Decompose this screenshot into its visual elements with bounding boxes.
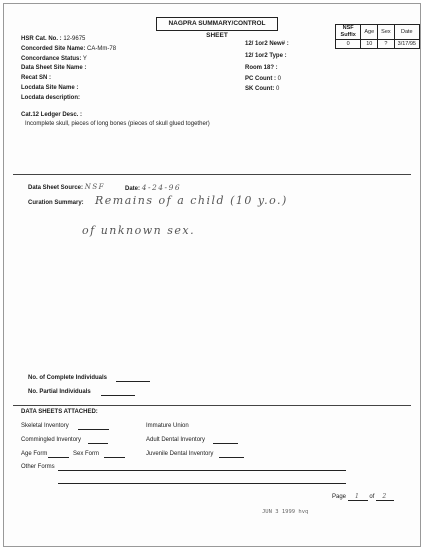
age-form-label: Age Form <box>21 451 48 457</box>
immature-union-label: Immature Union <box>146 423 189 429</box>
sk-count-value: 0 <box>276 86 280 92</box>
sex-form-label: Sex Form <box>73 451 100 457</box>
data-sheet-site-name-field <box>21 65 86 72</box>
nsf-header-date: Date <box>394 25 419 40</box>
concordance-status-field <box>21 56 87 63</box>
other-forms-blank-2 <box>58 483 346 484</box>
nsf-header-suffix: NSF Suffix <box>336 25 361 40</box>
ledger-label: Cat.12 Ledger Desc. : <box>21 112 83 118</box>
date-label: Date: <box>125 186 141 192</box>
nsf-table <box>335 24 420 49</box>
recat-sn-label: Recat SN : <box>21 75 52 81</box>
locdata-description-label: Locdata description: <box>21 95 81 101</box>
concordance-status-value: Y <box>82 56 87 62</box>
pc-count-field <box>245 76 281 83</box>
locdata-site-name-field <box>21 85 78 92</box>
locdata-site-name-label: Locdata Site Name : <box>21 85 79 91</box>
nsf-value-date: 3/17/95 <box>394 40 419 49</box>
skeletal-inventory-blank <box>78 429 109 430</box>
curation-summary-line-1: Remains of a child (10 y.o.) <box>95 194 288 207</box>
room-field <box>245 65 278 72</box>
page-total: 2 <box>376 493 394 501</box>
attached-divider <box>13 405 411 406</box>
data-sheet-source-value: NSF <box>84 183 105 191</box>
concorded-site-name-value: CA-Mm-78 <box>87 46 117 52</box>
pc-count-value: 0 <box>277 76 282 82</box>
juvenile-dental-inventory-blank <box>219 457 244 458</box>
juvenile-dental-inventory-label: Juvenile Dental Inventory <box>146 451 214 457</box>
nsf-value-suffix: 0 <box>336 40 361 49</box>
nsf-value-sex: ? <box>378 40 394 49</box>
partial-individuals-label: No. Partial Individuals <box>28 389 91 395</box>
complete-individuals-label: No. of Complete Individuals <box>28 375 108 381</box>
age-form-blank <box>48 457 69 458</box>
concorded-site-name-label: Concorded Site Name: <box>21 46 86 52</box>
commingled-inventory-label: Commingled Inventory <box>21 437 82 443</box>
page-numbering <box>332 493 394 501</box>
nsf-header-age: Age <box>361 25 378 40</box>
sk-count-label: SK Count: <box>245 86 275 92</box>
adult-dental-inventory-label: Adult Dental Inventory <box>146 437 206 443</box>
type-label: 12/ 1or2 Type : <box>245 53 287 59</box>
data-sheet-source-label: Data Sheet Source: <box>28 185 84 191</box>
nsf-header-sex: Sex <box>378 25 394 40</box>
sk-count-field <box>245 86 279 93</box>
concorded-site-name-field <box>21 46 116 53</box>
date-value: 4-24-96 <box>141 183 182 192</box>
ledger-text: Incomplete skull, pieces of long bones (pieces of skull glued together) <box>25 121 210 127</box>
partial-individuals-blank <box>101 395 135 396</box>
sheet-title: NAGPRA SUMMARY/CONTROL SHEET <box>156 17 278 31</box>
recat-sn-field <box>21 75 51 82</box>
commingled-inventory-blank <box>88 443 108 444</box>
new-number-label: 12/ 1or2 New# : <box>245 41 289 47</box>
locdata-description-field <box>21 95 80 102</box>
date-field <box>125 184 181 193</box>
adult-dental-inventory-blank <box>213 443 238 444</box>
data-sheet-site-name-label: Data Sheet Site Name : <box>21 65 87 71</box>
pc-count-label: PC Count : <box>245 76 276 82</box>
page-of-label: of <box>369 494 375 500</box>
nsf-table-header-row <box>336 25 420 40</box>
curation-summary-line-2: of unknown sex. <box>82 224 196 237</box>
other-forms-blank <box>58 470 346 471</box>
received-stamp: JUN 3 1999 hvq <box>262 509 309 515</box>
nsf-value-age: 10 <box>361 40 378 49</box>
sex-form-blank <box>104 457 125 458</box>
page-label: Page <box>332 494 347 500</box>
curation-summary-label: Curation Summary: <box>28 200 84 206</box>
data-sheet-source-field <box>28 184 105 192</box>
hsr-cat-no-field <box>21 36 85 43</box>
document-page <box>3 3 421 547</box>
section-divider <box>13 174 411 175</box>
nsf-table-value-row <box>336 40 420 49</box>
attached-heading: DATA SHEETS ATTACHED: <box>21 409 98 415</box>
concordance-status-label: Concordance Status: <box>21 56 82 62</box>
complete-individuals-blank <box>116 381 150 382</box>
new-number-field <box>245 41 289 48</box>
hsr-cat-no-label: HSR Cat. No. : <box>21 36 62 42</box>
room-label: Room 18? : <box>245 65 278 71</box>
type-field <box>245 53 287 60</box>
page-number: 1 <box>348 493 368 501</box>
hsr-cat-no-value: 12-9675 <box>63 36 86 42</box>
other-forms-label: Other Forms <box>21 464 55 470</box>
skeletal-inventory-label: Skeletal Inventory <box>21 423 69 429</box>
